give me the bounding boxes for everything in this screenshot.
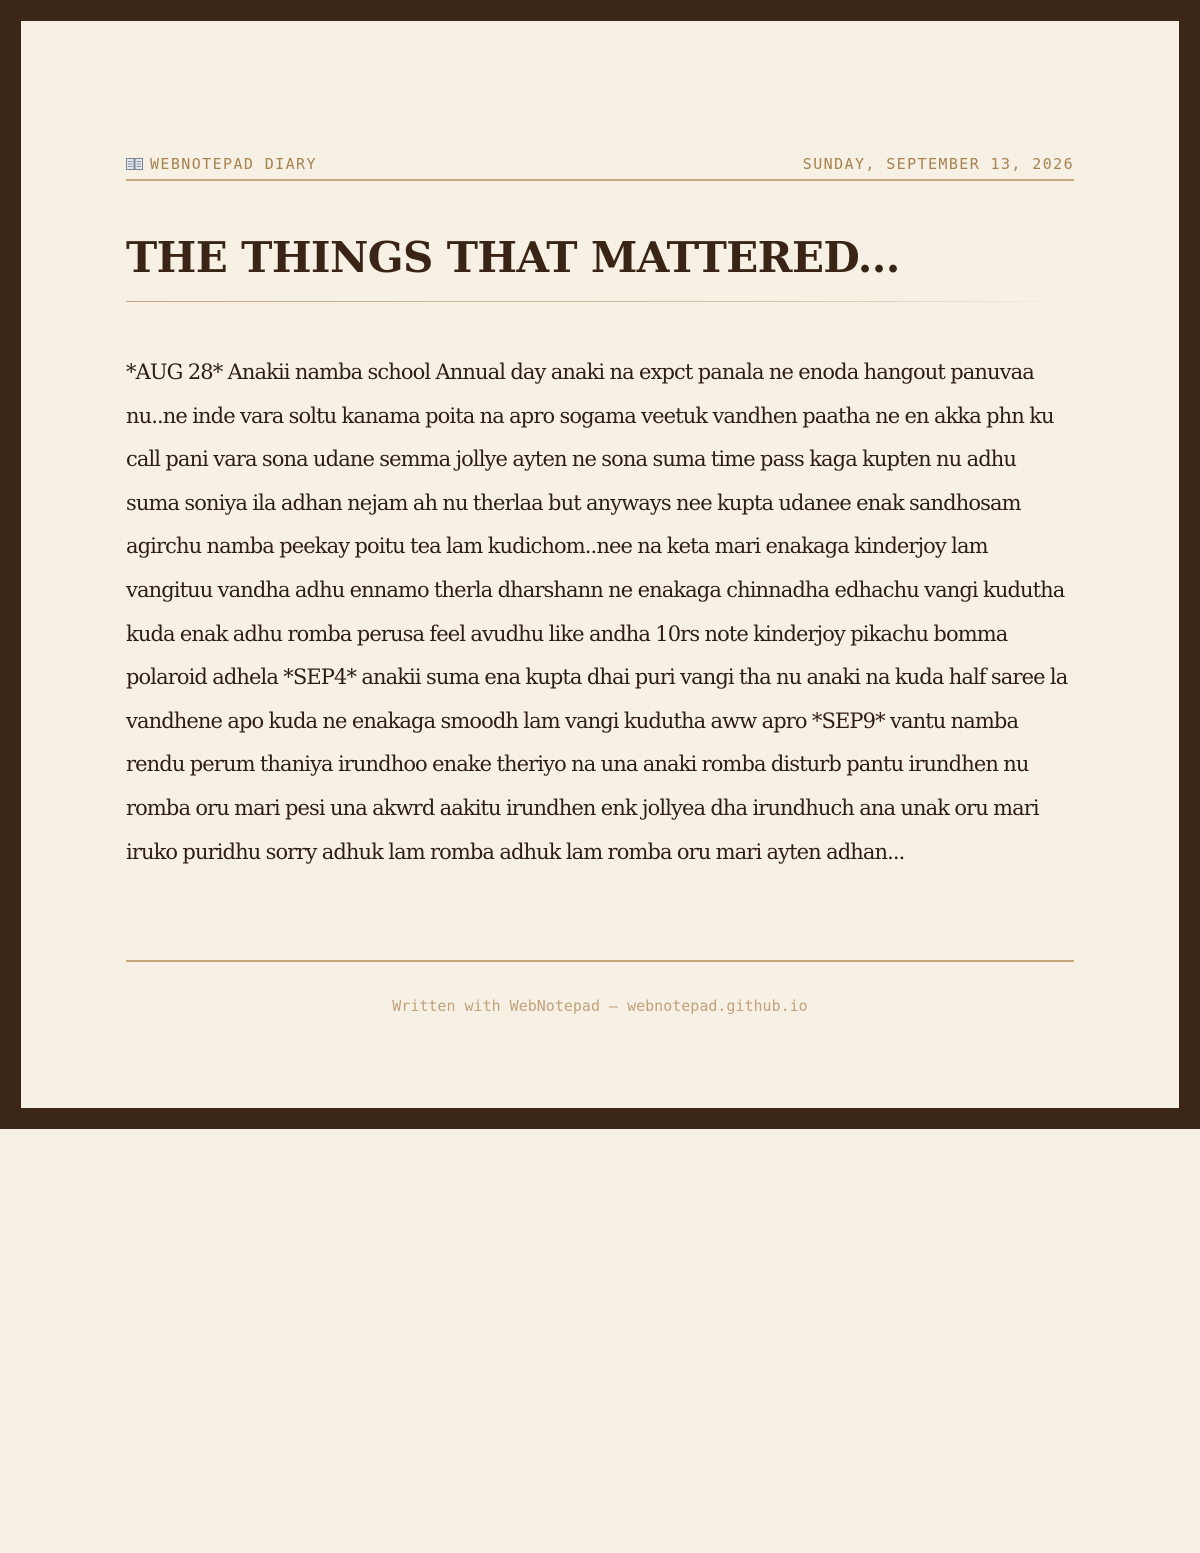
entry-body: *AUG 28* Anakii namba school Annual day anaki na expct panala ne enoda hangout panuvaa nu..ne inde vara soltu kanama poita na apro sogama veetuk vandhen paatha ne en akka phn ku call pani vara sona udane semma jollye ayten ne sona suma time pass kaga kupten nu adhu suma soniya ila adhan nejam ah nu therlaa but anyways nee kupta udanee enak sandhosam agirchu namba peekay poitu tea lam kudichom..nee na keta mari enakaga kinderjoy lam vangituu vandha adhu ennamo therla dharshann ne enakaga chinnadha edhachu vangi kudutha kuda enak adhu romba perusa feel avudhu like andha 10rs note kinderjoy pikachu bomma polaroid adhela *SEP4* anakii suma ena kupta dhai puri vangi tha nu anaki na kuda half saree la vandhene apo kuda ne enakaga smoodh lam vangi kudutha aww apro *SEP9* vantu namba rendu perum thaniya irundhoo enake theriyo na una anaki romba disturb pantu irundhen nu romba oru mari pesi una akwrd aakitu irundhen enk jollyea dha irundhuch ana unak oru mari iruko puridhu sorry adhuk lam romba adhuk lam romba oru mari ayten adhan...: [126, 360, 1068, 864]
footer-credit: Written with WebNotepad — webnotepad.github.io: [392, 997, 808, 1015]
brand-label: WEBNOTEPAD DIARY: [150, 155, 317, 173]
brand: [126, 155, 317, 173]
title-divider: [126, 301, 1074, 302]
open-book-icon: [126, 158, 143, 170]
entry-title: THE THINGS THAT MATTERED...: [126, 233, 900, 282]
entry-date: SUNDAY, SEPTEMBER 13, 2026: [802, 155, 1074, 173]
diary-header: [126, 155, 1074, 181]
diary-page: [21, 21, 1179, 1108]
footer-divider: [126, 960, 1074, 962]
